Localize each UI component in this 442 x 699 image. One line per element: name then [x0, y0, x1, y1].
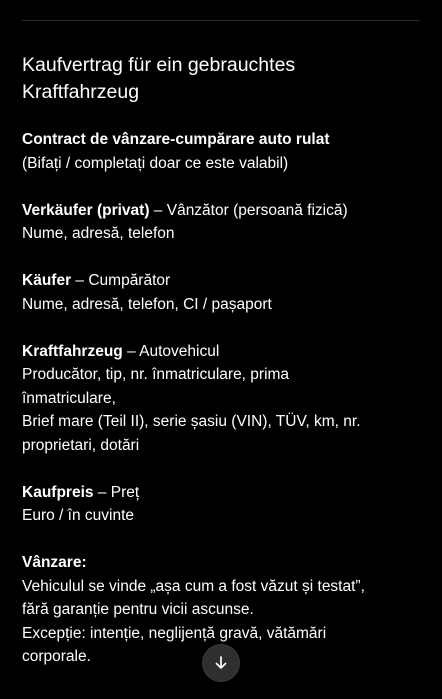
buyer-section [22, 269, 422, 316]
vehicle-section [22, 340, 422, 458]
vehicle-label [22, 340, 422, 364]
seller-details: Nume, adresă, telefon [22, 225, 175, 242]
buyer-label [22, 269, 422, 293]
seller-label-bold: Verkäufer (privat) [22, 201, 150, 219]
top-divider [22, 20, 420, 21]
seller-section [22, 199, 422, 246]
document-title [22, 52, 422, 106]
vehicle-details-2: înmatriculare, [22, 389, 116, 407]
sale-line-3: Excepție: intenție, neglijență gravă, vătămări [22, 624, 327, 642]
sale-line-4: corporale. [22, 648, 91, 665]
sale-line-1: Vehiculul se vinde „așa cum a fost văzut și testat”, [22, 577, 365, 595]
buyer-label-rest: – Cumpărător [71, 272, 171, 289]
buyer-details: Nume, adresă, telefon, CI / pașaport [22, 295, 272, 313]
arrow-down-icon [213, 655, 229, 671]
seller-label [22, 199, 422, 223]
vehicle-details-4: proprietari, dotări [22, 436, 140, 454]
vehicle-label-rest: – Autovehicul [122, 342, 220, 360]
sale-line-2: fără garanție pentru vicii ascunse. [22, 601, 254, 618]
price-label-bold: Kaufpreis [22, 483, 94, 501]
intro-note: (Bifați / completați doar ce este valabil) [22, 154, 289, 172]
message-content [22, 52, 422, 692]
vehicle-details-3: Brief mare (Teil II), serie șasiu (VIN), TÜV, km, nr. [22, 413, 361, 430]
buyer-label-bold: Käufer [22, 272, 72, 289]
price-label [22, 481, 422, 505]
intro-section [22, 128, 422, 175]
seller-label-rest: – Vânzător (persoană fizică) [149, 201, 348, 219]
intro-heading: Contract de vânzare-cumpărare auto rulat [22, 131, 330, 148]
scroll-to-bottom-button[interactable] [203, 645, 239, 681]
price-label-rest: – Preț [93, 483, 140, 501]
sale-heading: Vânzare: [22, 554, 87, 571]
title-line-1: Kaufvertrag für ein gebrauchtes [22, 54, 296, 76]
title-line-2: Kraftfahrzeug [22, 81, 140, 103]
vehicle-label-bold: Kraftfahrzeug [22, 342, 123, 360]
price-details: Euro / în cuvinte [22, 507, 135, 524]
price-section [22, 481, 422, 528]
vehicle-details-1: Producător, tip, nr. înmatriculare, prima [22, 366, 290, 383]
